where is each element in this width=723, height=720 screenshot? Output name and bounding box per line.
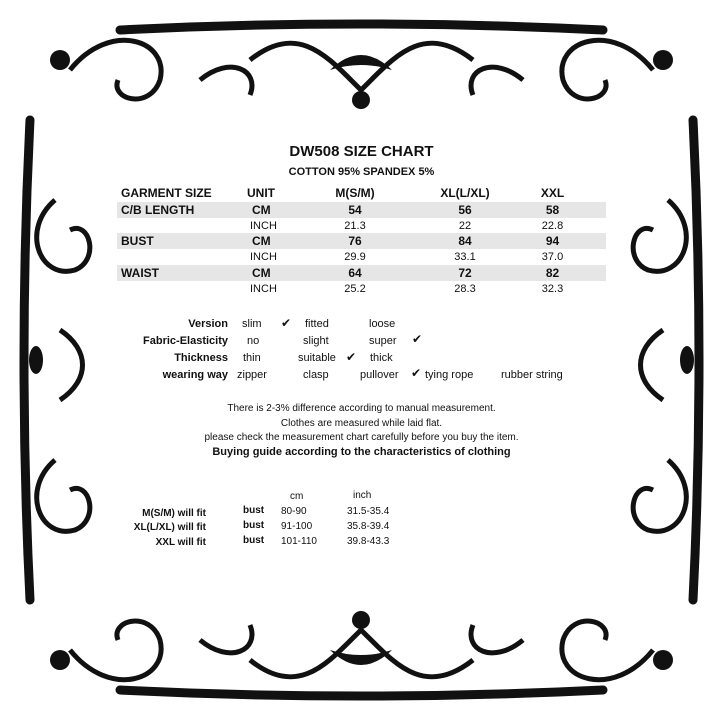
attr-option: tying rope: [425, 369, 474, 381]
material-composition: COTTON 95% SPANDEX 5%: [288, 166, 435, 178]
header-m: M(S/M): [335, 186, 375, 200]
table-cell: 37.0: [541, 251, 564, 263]
guide-col-cm: cm: [290, 491, 304, 502]
check-icon: ✔: [346, 350, 357, 364]
guide-row-cm: 80-90: [281, 506, 307, 517]
unit-cm: CM: [252, 203, 271, 217]
attr-label-thickness: Thickness: [174, 352, 228, 364]
check-icon: ✔: [412, 332, 423, 346]
table-cell: 29.9: [344, 251, 366, 263]
buying-guide-title: Buying guide according to the characteristics of clothing: [212, 446, 511, 458]
guide-row-inch: 35.8-39.4: [347, 521, 390, 532]
note-check-chart: please check the measurement chart carefully before you buy the item.: [204, 432, 519, 443]
guide-row-inch: 31.5-35.4: [347, 506, 390, 517]
note-difference: There is 2-3% difference according to manual measurement.: [227, 403, 496, 414]
guide-row-inch: 39.8-43.3: [347, 536, 390, 547]
table-cell: 94: [545, 234, 560, 248]
attr-option: suitable: [298, 352, 336, 364]
attr-option: super: [369, 335, 397, 347]
table-cell: 22: [458, 220, 472, 232]
guide-row-part: bust: [243, 520, 265, 531]
table-cell: 32.3: [541, 283, 564, 295]
row-label-bust: BUST: [121, 234, 154, 248]
attr-label-wearing-way: wearing way: [162, 369, 228, 381]
row-label-waist: WAIST: [121, 266, 159, 280]
header-xl: XL(L/XL): [440, 186, 490, 200]
row-label-cb-length: C/B LENGTH: [121, 203, 195, 217]
guide-row-cm: 101-110: [281, 536, 317, 547]
table-cell: 54: [348, 203, 362, 217]
attr-option: thick: [370, 352, 393, 364]
unit-cm: CM: [252, 266, 271, 280]
chart-title: DW508 SIZE CHART: [289, 143, 434, 160]
guide-col-inch: inch: [353, 490, 372, 501]
guide-row-part: bust: [243, 535, 265, 546]
attr-option: slight: [303, 335, 329, 347]
guide-row-part: bust: [243, 505, 265, 516]
attr-option: pullover: [360, 369, 399, 381]
guide-row-label: M(S/M) will fit: [142, 508, 206, 519]
attr-option: zipper: [237, 369, 267, 381]
table-cell: 64: [348, 266, 362, 280]
table-cell: 22.8: [541, 220, 564, 232]
check-icon: ✔: [281, 316, 292, 330]
table-cell: 28.3: [454, 283, 476, 295]
attr-option: loose: [369, 318, 396, 330]
table-cell: 21.3: [344, 220, 366, 232]
note-laid-flat: Clothes are measured while laid flat.: [280, 418, 443, 429]
guide-row-label: XL(L/XL) will fit: [133, 522, 206, 533]
unit-cm: CM: [252, 234, 271, 248]
unit-inch: INCH: [250, 283, 277, 295]
table-cell: 25.2: [344, 283, 366, 295]
header-garment-size: GARMENT SIZE: [121, 186, 212, 200]
header-unit: UNIT: [247, 186, 275, 200]
table-cell: 56: [458, 203, 472, 217]
attr-option: fitted: [305, 318, 329, 330]
attr-option: thin: [243, 352, 261, 364]
attr-option: rubber string: [501, 369, 563, 381]
table-cell: 58: [545, 203, 560, 217]
check-icon: ✔: [411, 366, 422, 380]
attr-option: clasp: [303, 369, 329, 381]
guide-row-cm: 91-100: [281, 521, 313, 532]
unit-inch: INCH: [250, 220, 277, 232]
table-cell: 33.1: [454, 251, 476, 263]
attr-label-version: Version: [188, 318, 228, 330]
attr-option: no: [247, 335, 260, 347]
unit-inch: INCH: [250, 251, 277, 263]
attr-option: slim: [242, 318, 262, 330]
header-xxl: XXL: [540, 186, 565, 200]
table-cell: 84: [458, 234, 472, 248]
attr-label-fabric-elasticity: Fabric-Elasticity: [143, 335, 228, 347]
table-cell: 72: [458, 266, 472, 280]
table-cell: 82: [545, 266, 560, 280]
table-cell: 76: [348, 234, 362, 248]
guide-row-label: XXL will fit: [155, 537, 206, 548]
